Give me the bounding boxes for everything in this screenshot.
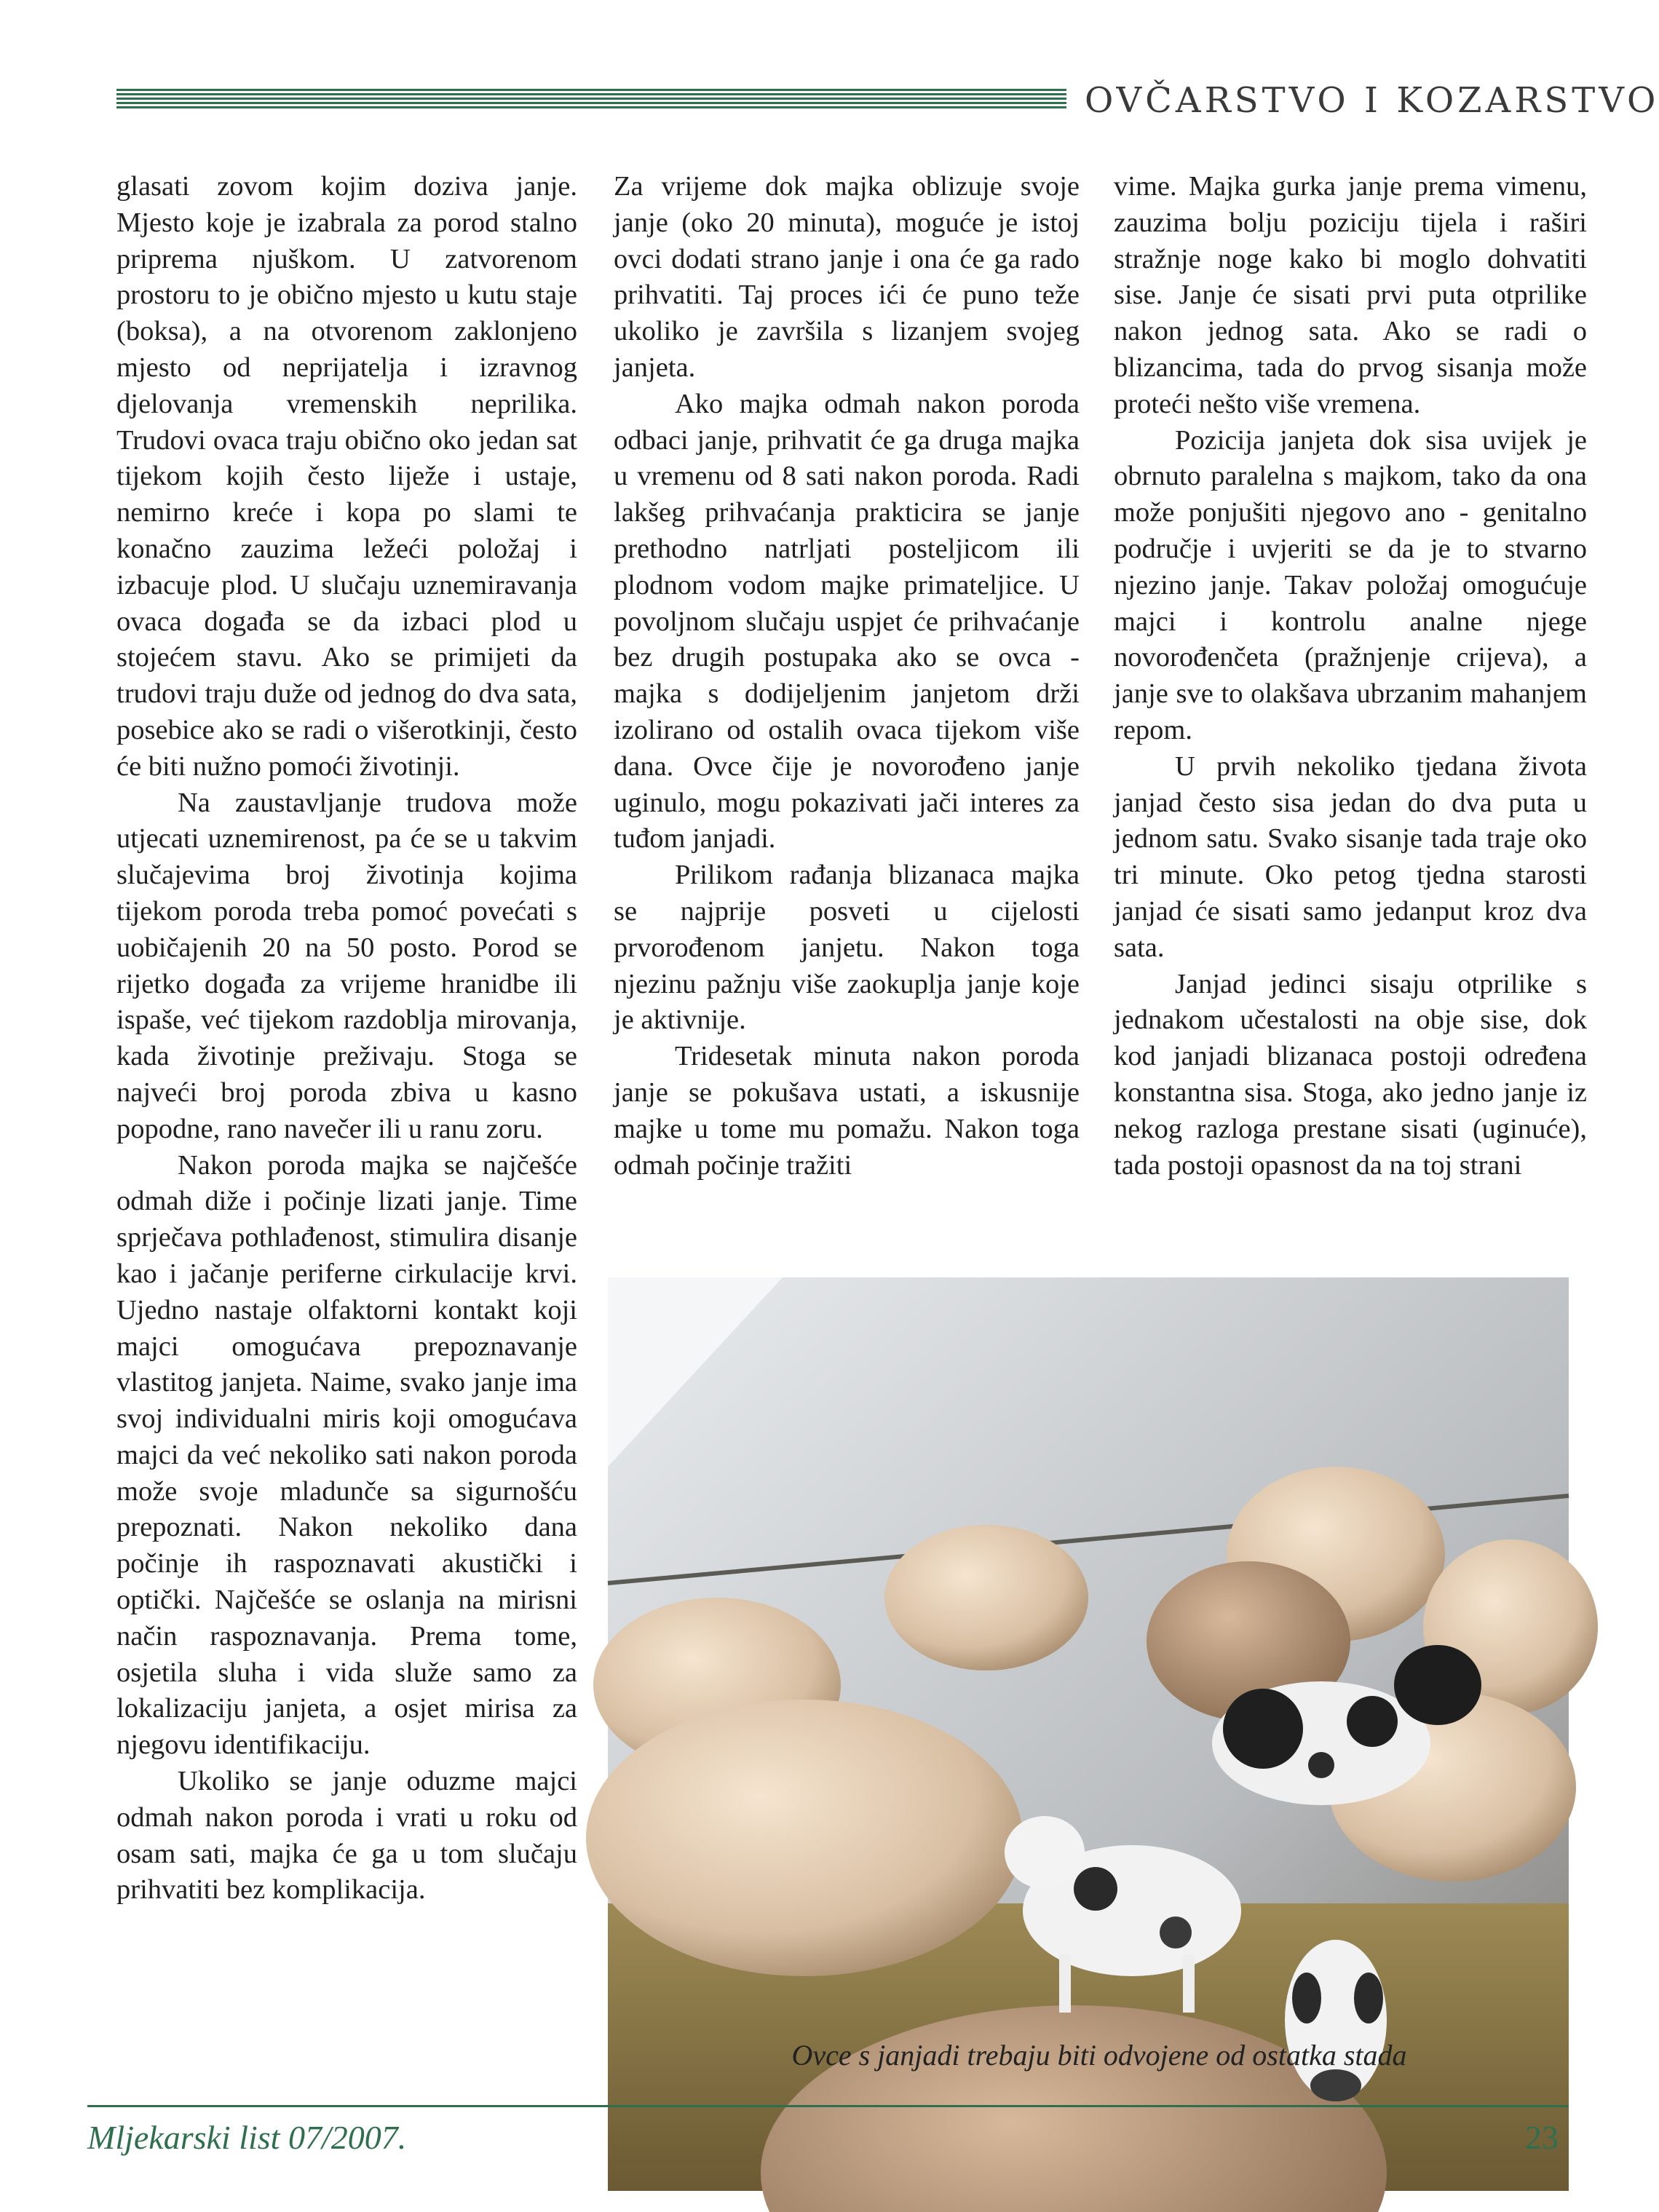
footer-rule xyxy=(87,2105,1569,2107)
paragraph: glasati zovom kojim doziva janje. Mjesto koje je izabrala za porod stalno priprema njuškom. U zatvorenom prostoru to je obično mjesto u kutu staje (boksa), a na otvorenom zaklonjeno mjesto od neprijatelja i izravnog djelovanja vremenskih neprilika. Trudovi ovaca traju obično oko jedan sat tijekom kojih često liježe i ustaje, nemirno kreće i kopa po slami te konačno zauzima ležeći položaj i izbacuje plod. U slučaju uznemiravanja ovaca događa se da izbaci plod u stojećem stavu. Ako se primijeti da trudovi traju duže od jednog do dva sata, posebice ako se radi o višerotkinji, često će biti nužno pomoći životinji. xyxy=(116,171,577,782)
text-column-2 xyxy=(614,169,1080,1184)
photo-caption: Ovce s janjadi trebaju biti odvojene od ostatka stada xyxy=(791,2039,1407,2072)
header-rule xyxy=(116,89,1066,111)
paragraph: Nakon poroda majka se najčešće odmah diže i počinje lizati janje. Time sprječava pothlađenost, stimulira disanje kao i jačanje periferne cirkulacije krvi. Ujedno nastaje olfaktorni kontakt koji majci omogućava prepoznavanje vlastitog janjeta. Naime, svako janje ima svoj individualni miris koji omogućava majci da već nekoliko sati nakon poroda može svoje mladunče sa sigurnošću prepoznati. Nakon nekoliko dana počinje ih raspoznavati akustički i optički. Najčešće se oslanja na mirisni način raspoznavanja. Prema tome, osjetila sluha i vida služe samo za lokalizaciju janjeta, a osjet mirisa za njegovu identifikaciju. xyxy=(116,1149,577,1761)
paragraph: Prilikom rađanja blizanaca majka se najprije posveti u cijelosti prvorođenom janjetu. Nakon toga njezinu pažnju više zaokuplja janje koje je aktivnije. xyxy=(614,860,1080,1036)
paragraph: U prvih nekoliko tjedana života janjad često sisa jedan do dva puta u jednom satu. Svako sisanje tada traje oko tri minute. Oko petog tjedna starosti janjad će sisati samo jedanput kroz dva sata. xyxy=(1114,750,1587,963)
paragraph: Za vrijeme dok majka oblizuje svoje janje (oko 20 minuta), moguće je istoj ovci dodati strano janje i ona će ga rado prihvatiti. Taj proces ići će puno teže ukoliko je završila s lizanjem svojeg janjeta. xyxy=(614,171,1080,383)
page-number: 23 xyxy=(1525,2119,1559,2156)
paragraph: Janjad jedinci sisaju otprilike s jednakom učestalosti na obje sise, dok kod janjadi blizanaca postoji određena konstantna sisa. Stoga, ako jedno janje iz nekog razloga prestane sisati (uginuće), tada postoji opasnost da na toj strani xyxy=(1114,968,1587,1181)
text-column-1 xyxy=(116,169,577,1908)
journal-issue: Mljekarski list 07/2007. xyxy=(87,2119,407,2156)
paragraph: Tridesetak minuta nakon poroda janje se pokušava ustati, a iskusnije majke u tome mu pomažu. Nakon toga odmah počinje tražiti xyxy=(614,1041,1080,1181)
text-column-3 xyxy=(1114,169,1587,1246)
paragraph: vime. Majka gurka janje prema vimenu, zauzima bolju poziciju tijela i raširi stražnje noge kako bi moglo dohvatiti sise. Janje će sisati prvi puta otprilike nakon jednog sata. Ako se radi o blizancima, tada do prvog sisanja može proteći nešto više vremena. xyxy=(1114,171,1587,419)
paragraph: Pozicija janjeta dok sisa uvijek je obrnuto paralelna s majkom, tako da ona može ponjušiti njegovo ano - genitalno područje i uvjeriti se da je to stvarno njezino janje. Takav položaj omogućuje majci i kontrolu analne njege novorođenčeta (pražnjenje crijeva), a janje sve to olakšava ubrzanim mahanjem repom. xyxy=(1114,424,1587,745)
section-title: OVČARSTVO I KOZARSTVO xyxy=(1085,80,1659,121)
paragraph: Ukoliko se janje oduzme majci odmah nakon poroda i vrati u roku od osam sati, majka će ga u tom slučaju prihvatiti bez komplikacija. xyxy=(116,1766,577,1906)
paragraph: Ako majka odmah nakon poroda odbaci janje, prihvatit će ga druga majka u vremenu od 8 sati nakon poroda. Radi lakšeg prihvaćanja prakticira se janje prethodno natrljati posteljicom ili plodnom vodom majke primateljice. U povoljnom slučaju uspjet će prihvaćanje bez drugih postupaka ako se ovca - majka s dodijeljenim janjetom drži izolirano od ostalih ovaca tijekom više dana. Ovce čije je novorođeno janje uginulo, mogu pokazivati jači interes za tuđom janjadi. xyxy=(614,388,1080,855)
paragraph: Na zaustavljanje trudova može utjecati uznemirenost, pa će se u takvim slučajevima broj životinja kojima tijekom poroda treba pomoć povećati s uobičajenih 20 na 50 posto. Porod se rijetko događa za vrijeme hranidbe ili ispaše, već tijekom razdoblja mirovanja, kada životinje preživaju. Stoga se najveći broj poroda zbiva u kasno popodne, rano navečer ili u ranu zoru. xyxy=(116,787,577,1144)
